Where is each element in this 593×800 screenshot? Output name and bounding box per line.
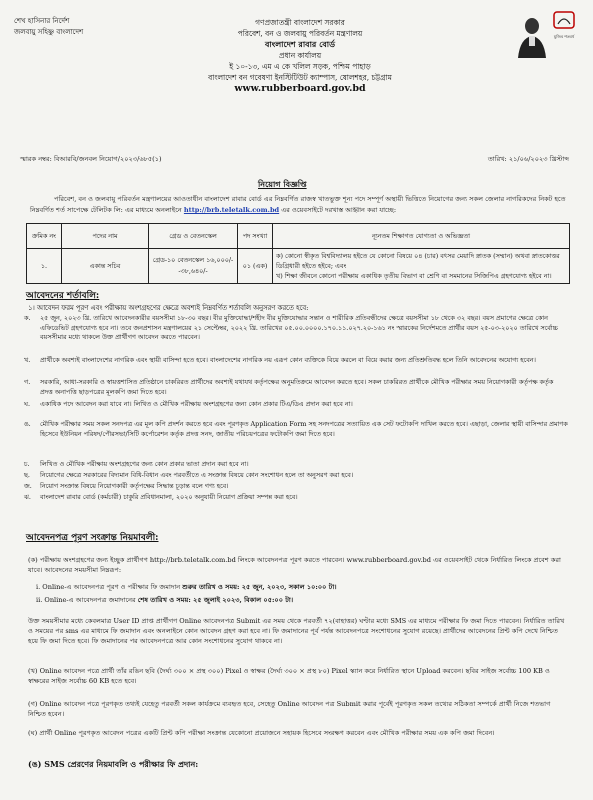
cell-serial: ১. [27, 249, 62, 284]
condition-label: ঘ. [24, 400, 30, 408]
condition-item-ga [24, 378, 568, 397]
time-end [36, 595, 568, 605]
condition-item-cha [24, 460, 568, 470]
application-para-c: (খ) Online আবেদন পত্রে প্রার্থী তাঁর রঙিন ছবি (দৈর্ঘ্য ৩০০ × প্রস্থ ৩০০) Pixel ও স্বাক্ষর (দৈর্ঘ্য ৩০০ × প্রস্থ ৮০) Pixel স্ক্যান করে নির্ধারিত স্থানে Upload করবেন। ছবির সাইজ সর্বোচ্চ 100 KB ও স্বাক্ষরের সাইজ সর্বোচ্চ 60 KB হতে হবে। [28, 667, 550, 685]
header-address-2: বাংলাদেশ বন গবেষণা ইনস্টিটিউট ক্যাম্পাস, ষোলশহর, চট্টগ্রাম [208, 73, 392, 82]
header-ministry: পরিবেশ, বন ও জলবায়ু পরিবর্তন মন্ত্রণালয় [237, 29, 363, 38]
mujib-logo [552, 10, 576, 40]
condition-text: প্রার্থীকে অবশ্যই বাংলাদেশের নাগরিক এবং স্থায়ী বাসিন্দা হতে হবে। বাংলাদেশের নাগরিক নয় এরূপ কোন ব্যক্তিকে বিয়ে করলে বা বিয়ে করার জন্য প্রতিশ্রুতিবদ্ধ হলে তিনি আবেদনের অযোগ্য হবেন। [40, 356, 536, 364]
condition-label: গ. [24, 378, 31, 386]
col-grade: গ্রেড ও বেতনস্কেল [149, 224, 238, 249]
col-qualification: ন্যূনতম শিক্ষাগত যোগ্যতা ও অভিজ্ঞতা [273, 224, 570, 249]
time-end-value: শেষ তারিখ ও সময়: ২৫ জুলাই ২০২৩, বিকাল ০৫:০০ টা। [137, 596, 294, 604]
application-title: আবেদনপত্র পূরণ সংক্রান্ত নিয়মাবলী: [26, 533, 159, 543]
condition-text: নিয়োগ সংক্রান্ত বিষয়ে নিয়োগকারী কর্তৃপক্ষের সিদ্ধান্ত চূড়ান্ত বলে গণ্য হবে। [40, 482, 229, 490]
col-count: পদ সংখ্যা [238, 224, 273, 249]
notice-date: তারিখ: ২১/০৬/২০২৩ খ্রিস্টাব্দ [487, 155, 569, 163]
cell-post: একান্ত সচিব [62, 249, 149, 284]
condition-text: সরকারি, আধা-সরকারি ও স্বায়ত্তশাসিত প্রতিষ্ঠানে চাকরিরত প্রার্থীদের অবশ্যই যথাযথ কর্তৃপক্ষের অনুমতিক্রমে আবেদন করতে হবে। সকল চাকরিরত প্রার্থীকে মৌখিক পরীক্ষার সময় নিয়োগকারী কর্তৃপক্ষ কর্তৃক প্রদত্ত অনাপত্তি ছাড়পত্রের মূলকপি জমা দিতে হবে। [40, 378, 554, 396]
condition-label: চ. [24, 460, 30, 468]
application-para-d: (গ) Online আবেদন পত্রে পূরণকৃত তথ্যই যেহেতু পরবর্তী সকল কার্যক্রমে ব্যবহৃত হবে, সেহেতু Online আবেদন পত্র Submit করার পূর্বেই পূরণকৃত সকল তথ্যের সঠিকতা সম্পর্কে প্রার্থী নিজে শতভাগ নিশ্চিত হবেন। [28, 700, 551, 718]
condition-text: বাংলাদেশ রাবার বোর্ড (কর্মচারী) চাকুরি প্রবিধানমালা, ২০২০ অনুযায়ী নিয়োগ প্রক্রিয়া সম্পন্ন করা হবে। [40, 493, 298, 501]
cell-qualification [273, 249, 570, 284]
header-website: www.rubberboard.gov.bd [234, 83, 366, 94]
condition-text: একাধিক পদে আবেদন করা যাবে না। লিখিত ও মৌখিক পরীক্ষায় অংশগ্রহণের জন্য কোন প্রকার টিএ/ডিএ প্রদান করা হবে না। [40, 400, 353, 408]
condition-item-jha [24, 493, 568, 503]
motto [14, 16, 83, 38]
col-post: পদের নাম [62, 224, 149, 249]
cell-count: ০১ (এক) [238, 249, 273, 284]
cell-grade: গ্রেড-১০ বেতনস্কেল ১৬,০০০/- -৩৮,৬৪০/- [149, 249, 238, 284]
intro-text: পরিবেশ, বন ও জলবায়ু পরিবর্তন মন্ত্রণালয়ের আওতাধীন বাংলাদেশ রাবার বোর্ড এর নিম্নবর্ণিত রাজস্ব খাতভুক্ত শূন্য পদে সম্পূর্ণ অস্থায়ী ভিত্তিতে নিয়োগের জন্য সকল জেলার নাগরিকদের নিকট হতে নিম্নবর্ণিত শর্ত সাপেক্ষে টেলিটক লি: এর মাধ্যমে অনলাইনে [30, 195, 566, 214]
condition-item-ka [24, 314, 568, 343]
application-para-a: (ক) পরীক্ষায় অংশগ্রহণের জন্য ইচ্ছুক প্রার্থীগণ http://brb.teletalk.com.bd লিংকে আবেদনপত্র পূরণ করতে পারবেন। www.rubberboard.gov.bd এর ওয়েবসাইট থেকে নির্ধারিত লিংকে প্রবেশ করা যাবে। আবেদনের সময়সীমা নিম্নরূপ: [28, 556, 561, 574]
notice-title: নিয়োগ বিজ্ঞপ্তি [258, 179, 307, 189]
condition-text: নিয়োগের ক্ষেত্রে সরকারের বিদ্যমান বিধি-বিধান এবং পরবর্তীতে এ সংক্রান্ত বিষয়ে কোন সংশোধন হলে তা অনুসরণ করা হবে। [40, 471, 354, 479]
qualification-b: খ) শিক্ষা জীবনে কোনো পরীক্ষায় একাধিক তৃতীয় বিভাগ বা শ্রেণি বা সমমানের সিজিপিএ গ্রহণযোগ্য হইবে না। [276, 272, 552, 280]
condition-label: ঝ. [24, 493, 31, 501]
teletalk-link[interactable]: http://brb.teletalk.com.bd [183, 206, 280, 214]
conditions-title: আবেদনের শর্তাবলি: [26, 291, 100, 301]
condition-text: মৌখিক পরীক্ষার সময় সকল সনদপত্র এর মূল কপি প্রদর্শন করতে হবে এবং পূরণকৃত Application Form সহ সনদপত্রের সত্যায়িত এক সেট ফটোকপি দাখিল করতে হবে। এছাড়া, জেলার স্থায়ী বাসিন্দার প্রমাণক হিসেবে ইউনিয়ন পরিষদ/পৌরসভা/সিটি কর্পোরেশন কর্তৃক প্রদত্ত সনদ, জাতীয় পরিচয়পত্রের ফটোকপি জমা দিতে হবে। [40, 420, 568, 438]
header-address-1: ই ১০-১৩, এম এ কে খলিল সড়ক, পশ্চিম পাহাড় [229, 62, 371, 71]
qualification-a: ক) কোনো স্বীকৃত বিশ্ববিদ্যালয় হইতে যে কোনো বিষয়ে ০৪ (চার) বৎসর মেয়াদি স্নাতক (সম্মান) অথবা স্নাতকোত্তর ডিগ্রিধারী হইতে হইবে; এবং [276, 252, 560, 270]
motto-line-2: জলবায়ু সহিষ্ণু বাংলাদেশ [14, 28, 84, 36]
table-header-row [27, 224, 570, 249]
mujib-logo-icon [552, 10, 576, 30]
condition-item-uma [24, 420, 568, 439]
header-govt: গণপ্রজাতন্ত্রী বাংলাদেশ সরকার [255, 18, 345, 27]
time-start-lead: i. Online-এ আবেদনপত্র পূরণ ও পরীক্ষার ফি জমাদান [36, 583, 181, 591]
memo-number: স্মারক নম্বর: বিআরবি/জনবল নিয়োগ/২০২৩/৬৮৫(১) [20, 155, 162, 163]
time-end-lead: ii. Online-এ আবেদনপত্র জমাদানের [36, 596, 136, 604]
condition-label: জ. [24, 482, 32, 490]
intro-paragraph [30, 194, 570, 216]
table-row [27, 249, 570, 284]
time-start-value: শুরুর তারিখ ও সময়: ২৫ জুন, ২০২৩, সকাল ১০:০০ টা। [182, 583, 337, 591]
logo-text: মুজিব শতবর্ষ [553, 34, 575, 39]
header-office: প্রধান কার্যালয় [278, 51, 322, 60]
vacancy-table [26, 223, 570, 284]
condition-label: ঙ. [24, 420, 31, 428]
col-serial: ক্রমিক নং [27, 224, 62, 249]
condition-text: লিখিত ও মৌখিক পরীক্ষায় অংশগ্রহণের জন্য কোন প্রকার ভাতা প্রদান করা হবে না। [40, 460, 249, 468]
letterhead [150, 17, 450, 94]
condition-label: ছ. [24, 471, 30, 479]
condition-item-chha [24, 471, 568, 481]
time-start [36, 582, 568, 592]
condition-text: ২৫ জুন, ২০২৩ খ্রি. তারিখে আবেদনকারীর বয়সসীমা ১৮-৩০ বছর। বীর মুক্তিযোদ্ধা/শহীদ বীর মুক্তিযোদ্ধার সন্তান ও শারীরিক প্রতিবন্ধীদের ক্ষেত্রে বয়সসীমা ১৮ থেকে ৩২ বছর। বয়স প্রমাণের ক্ষেত্রে কোন এফিডেভিট গ্রহণযোগ্য হবে না। তবে জনপ্রশাসন মন্ত্রণালয়ের ২১ সেপ্টেম্বর, ২০২২ খ্রি. তারিখের ০৫.০০.০০০০.১৭০.১১.০২৭.২০-১৬১ নং স্মারকের নির্দেশমতে প্রার্থীর বয়স ২৫-০৩-২০২০ তারিখে সর্বোচ্চ বয়সসীমার মধ্যে থাকলে উক্ত প্রার্থীগণ আবেদন করতে পারবেন। [40, 314, 558, 342]
header-org: বাংলাদেশ রাবার বোর্ড [264, 39, 336, 49]
condition-item-kha [24, 356, 568, 366]
motto-line-1: শেখ হাসিনার নির্দেশ [14, 17, 70, 25]
portrait-image [516, 14, 548, 58]
condition-label: ক. [24, 314, 31, 322]
intro-text-after: এর ওয়েবসাইটে দরখাস্ত আহ্বান করা যাচ্ছে: [281, 206, 397, 214]
condition-item-ja [24, 482, 568, 492]
application-para-f: (ঙ) SMS প্রেরণের নিয়মাবলি ও পরীক্ষার ফি প্রদান: [28, 759, 199, 769]
application-para-b: উক্ত সময়সীমার মধ্যে কেবলমাত্র User ID প্রাপ্ত প্রার্থীগণ Online আবেদনপত্র Submit এর সময় থেকে পরবর্তী ৭২(বাহাত্তর) ঘণ্টার মধ্যে SMS এর মাধ্যমে পরীক্ষার ফি জমা দিতে পারবেন। নির্ধারিত তারিখ ও সময়ের পর sms এর মাধ্যমে ফি জমাদান এবং অনলাইনে কোন আবেদন গ্রহণ করা হবে না। ফি জমাদানের পূর্ব পর্যন্ত আবেদনপত্রে সংশোধনের সুযোগ রয়েছে। প্রার্থীদের আবেদনের প্রিন্ট কপি দেখে নিশ্চিত হয়ে ফি জমা দিতে হবে। ফি জমাদানের পর আবেদনপত্রে আর কোন সংশোধনের সুযোগ থাকবে না। [28, 617, 565, 645]
conditions-lead: ১। আবেদন ফরম পূরণ এবং পরীক্ষায় অংশগ্রহণের ক্ষেত্রে অবশ্যই নিম্নবর্ণিত শর্তাবলি অনুসরণ করতে হবে: [28, 304, 309, 312]
application-para-e: (ঘ) প্রার্থী Online পূরণকৃত আবেদন পত্রের একটি প্রিন্ট কপি পরীক্ষা সংক্রান্ত যেকোনো প্রয়োজনে সহায়ক হিসেবে সংরক্ষণ করবেন এবং মৌখিক পরীক্ষার সময় এক কপি জমা দিবেন। [28, 729, 495, 737]
condition-item-gha [24, 400, 568, 410]
condition-label: খ. [24, 356, 31, 364]
